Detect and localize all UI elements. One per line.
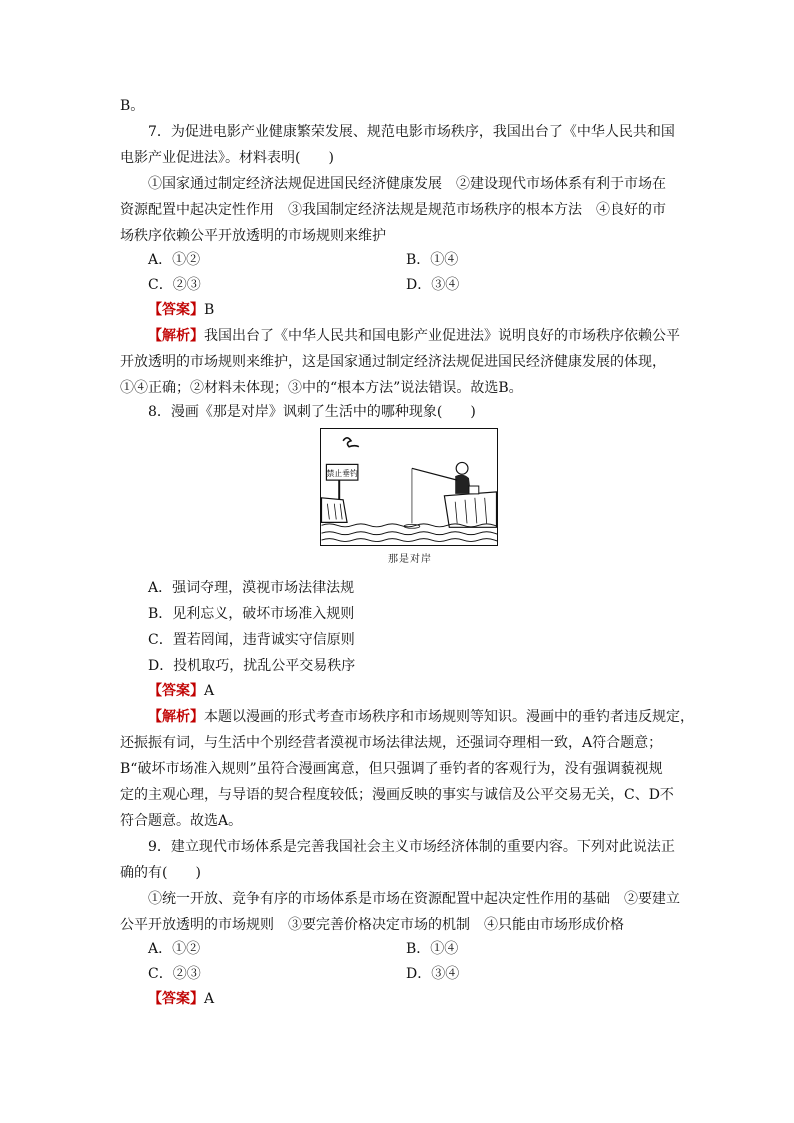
q7-analysis-line-1	[148, 326, 680, 346]
q8-analysis-line-2: 还振振有词，与生活中个别经营者漠视市场法律法规，还强词夺理相一致，A符合题意；	[120, 735, 663, 751]
q7-option-d: D．③④	[406, 277, 460, 293]
q7-option-c: C．②③	[148, 277, 201, 293]
cartoon-caption: 那是对岸	[388, 554, 432, 565]
q9-stem-line-2: 确的有( )	[120, 865, 201, 881]
q8-analysis-line-1	[148, 707, 694, 727]
cartoon-sign-text: 禁止垂钓	[326, 469, 358, 479]
q8-analysis-text-1: 本题以漫画的形式考查市场秩序和市场规则等知识。漫画中的垂钓者违反规定，	[204, 709, 694, 725]
q8-answer	[148, 681, 214, 701]
q8-option-a: A．强词夺理，漠视市场法律法规	[148, 580, 355, 596]
q7-analysis-line-3: ①④正确；②材料未体现；③中的“根本方法”说法错误。故选B。	[120, 380, 523, 396]
q9-stem-line-1: 9．建立现代市场体系是完善我国社会主义市场经济体制的重要内容。下列对此说法正	[148, 839, 675, 855]
answer-tag: 【答案】	[148, 683, 204, 699]
q9-statement-line-1: ①统一开放、竞争有序的市场体系是市场在资源配置中起决定性作用的基础 ②要建立	[148, 891, 680, 907]
q8-option-b: B．见利忘义，破坏市场准入规则	[148, 606, 355, 622]
q9-option-c: C．②③	[148, 966, 201, 982]
analysis-tag: 【解析】	[148, 328, 204, 344]
q8-analysis-line-3: B“破坏市场准入规则”虽符合漫画寓意，但只强调了垂钓者的客观行为，没有强调藐视规	[120, 761, 663, 777]
q8-option-d: D．投机取巧，扰乱公平交易秩序	[148, 658, 356, 674]
prev-answer-tail: B。	[120, 98, 145, 114]
q8-answer-value: A	[204, 683, 215, 699]
q7-statement-line-2: 资源配置中起决定性作用 ③我国制定经济法规是规范市场秩序的根本方法 ④良好的市	[120, 202, 666, 218]
q9-option-b: B．①④	[406, 941, 459, 957]
q7-analysis-line-2: 开放透明的市场规则来维护，这是国家通过制定经济法规促进国民经济健康发展的体现，	[120, 354, 666, 370]
q9-answer	[148, 989, 214, 1009]
q7-statement-line-1: ①国家通过制定经济法规促进国民经济健康发展 ②建设现代市场体系有利于市场在	[148, 176, 666, 192]
q9-option-a: A．①②	[148, 941, 201, 957]
analysis-tag: 【解析】	[148, 709, 204, 725]
q8-analysis-line-5: 符合题意。故选A。	[120, 813, 243, 829]
q8-option-c: C．置若罔闻，违背诚实守信原则	[148, 632, 355, 648]
answer-tag: 【答案】	[148, 991, 204, 1007]
answer-tag: 【答案】	[148, 302, 204, 318]
q8-analysis-line-4: 定的主观心理，与导语的契合程度较低；漫画反映的事实与诚信及公平交易无关，C、D不	[120, 787, 674, 803]
q9-statement-line-2: 公平开放透明的市场规则 ③要完善价格决定市场的机制 ④只能由市场形成价格	[120, 917, 624, 933]
q7-stem-line-1: 7．为促进电影产业健康繁荣发展、规范电影市场秩序，我国出台了《中华人民共和国	[148, 124, 675, 140]
q7-analysis-text-1: 我国出台了《中华人民共和国电影产业促进法》说明良好的市场秩序依赖公平	[204, 328, 680, 344]
q8-stem: 8．漫画《那是对岸》讽刺了生活中的哪种现象( )	[148, 404, 476, 420]
q9-option-d: D．③④	[406, 966, 460, 982]
q7-stem-line-2: 电影产业促进法》。材料表明( )	[120, 150, 334, 166]
q7-answer-value: B	[204, 302, 215, 318]
q9-answer-value: A	[204, 991, 215, 1007]
cartoon-image	[320, 428, 498, 546]
q7-statement-line-3: 场秩序依赖公平开放透明的市场规则来维护	[120, 228, 386, 244]
q7-answer	[148, 300, 214, 320]
q7-option-a: A．①②	[148, 252, 201, 268]
q7-option-b: B．①④	[406, 252, 459, 268]
